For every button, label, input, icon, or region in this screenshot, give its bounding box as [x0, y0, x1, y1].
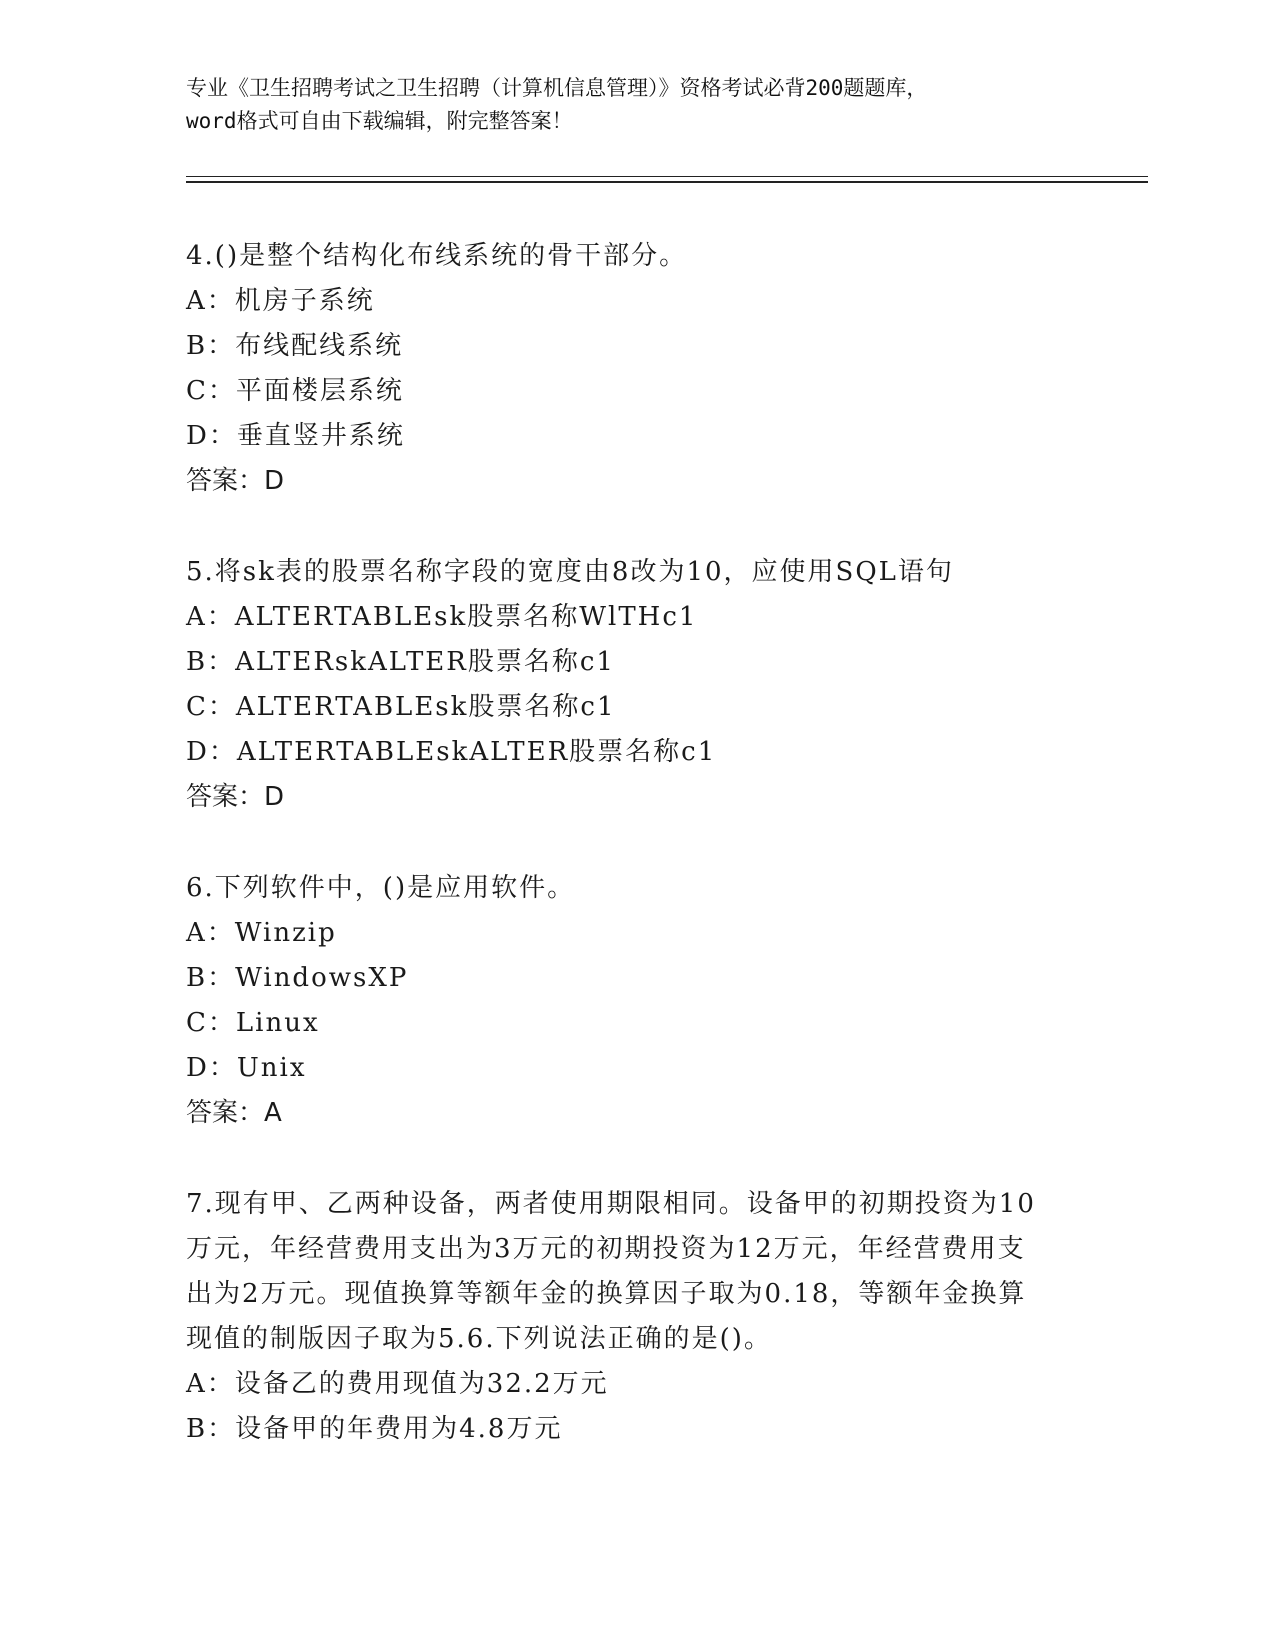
option-d: D：ALTERTABLEskALTER股票名称c1: [186, 737, 717, 767]
option-c: C：ALTERTABLEsk股票名称c1: [186, 692, 616, 722]
option-a: A：Winzip: [186, 918, 337, 948]
question-stem-line: 万元，年经营费用支出为3万元的初期投资为12万元，年经营费用支: [186, 1234, 1026, 1264]
document-header: [186, 72, 1086, 138]
question-stem: 6.下列软件中，()是应用软件。: [186, 873, 576, 903]
answer-label: 答案：D: [186, 466, 285, 496]
option-a: A：机房子系统: [186, 286, 375, 316]
question-stem-line: 7.现有甲、乙两种设备，两者使用期限相同。设备甲的初期投资为10: [186, 1189, 1036, 1219]
question-list: [186, 234, 1086, 1498]
question-stem-line: 现值的制版因子取为5.6.下列说法正确的是()。: [186, 1324, 772, 1354]
answer-label: 答案：A: [186, 1098, 282, 1128]
option-d: D：Unix: [186, 1053, 307, 1083]
question-6: [186, 866, 1086, 1136]
header-divider-thin: [186, 176, 1148, 177]
option-b: B：布线配线系统: [186, 331, 404, 361]
question-stem: 4.()是整个结构化布线系统的骨干部分。: [186, 241, 688, 271]
question-5: [186, 550, 1086, 820]
option-c: C：平面楼层系统: [186, 376, 404, 406]
option-d: D：垂直竖井系统: [186, 421, 405, 451]
option-b: B：WindowsXP: [186, 963, 409, 993]
question-4: [186, 234, 1086, 504]
header-line-1: 专业《卫生招聘考试之卫生招聘（计算机信息管理）》资格考试必背200题题库，: [186, 76, 928, 100]
option-c: C：Linux: [186, 1008, 320, 1038]
option-a: A：设备乙的费用现值为32.2万元: [186, 1369, 609, 1399]
option-a: A：ALTERTABLEsk股票名称WlTHc1: [186, 602, 698, 632]
header-line-2: word格式可自由下载编辑，附完整答案！: [186, 109, 573, 133]
question-stem: 5.将sk表的股票名称字段的宽度由8改为10，应使用SQL语句: [186, 557, 954, 587]
option-b: B：ALTERskALTER股票名称c1: [186, 647, 615, 677]
answer-label: 答案：D: [186, 782, 285, 812]
header-divider-thick: [186, 181, 1148, 183]
question-7: [186, 1182, 1086, 1452]
option-b: B：设备甲的年费用为4.8万元: [186, 1414, 563, 1444]
question-stem-line: 出为2万元。现值换算等额年金的换算因子取为0.18，等额年金换算: [186, 1279, 1027, 1309]
